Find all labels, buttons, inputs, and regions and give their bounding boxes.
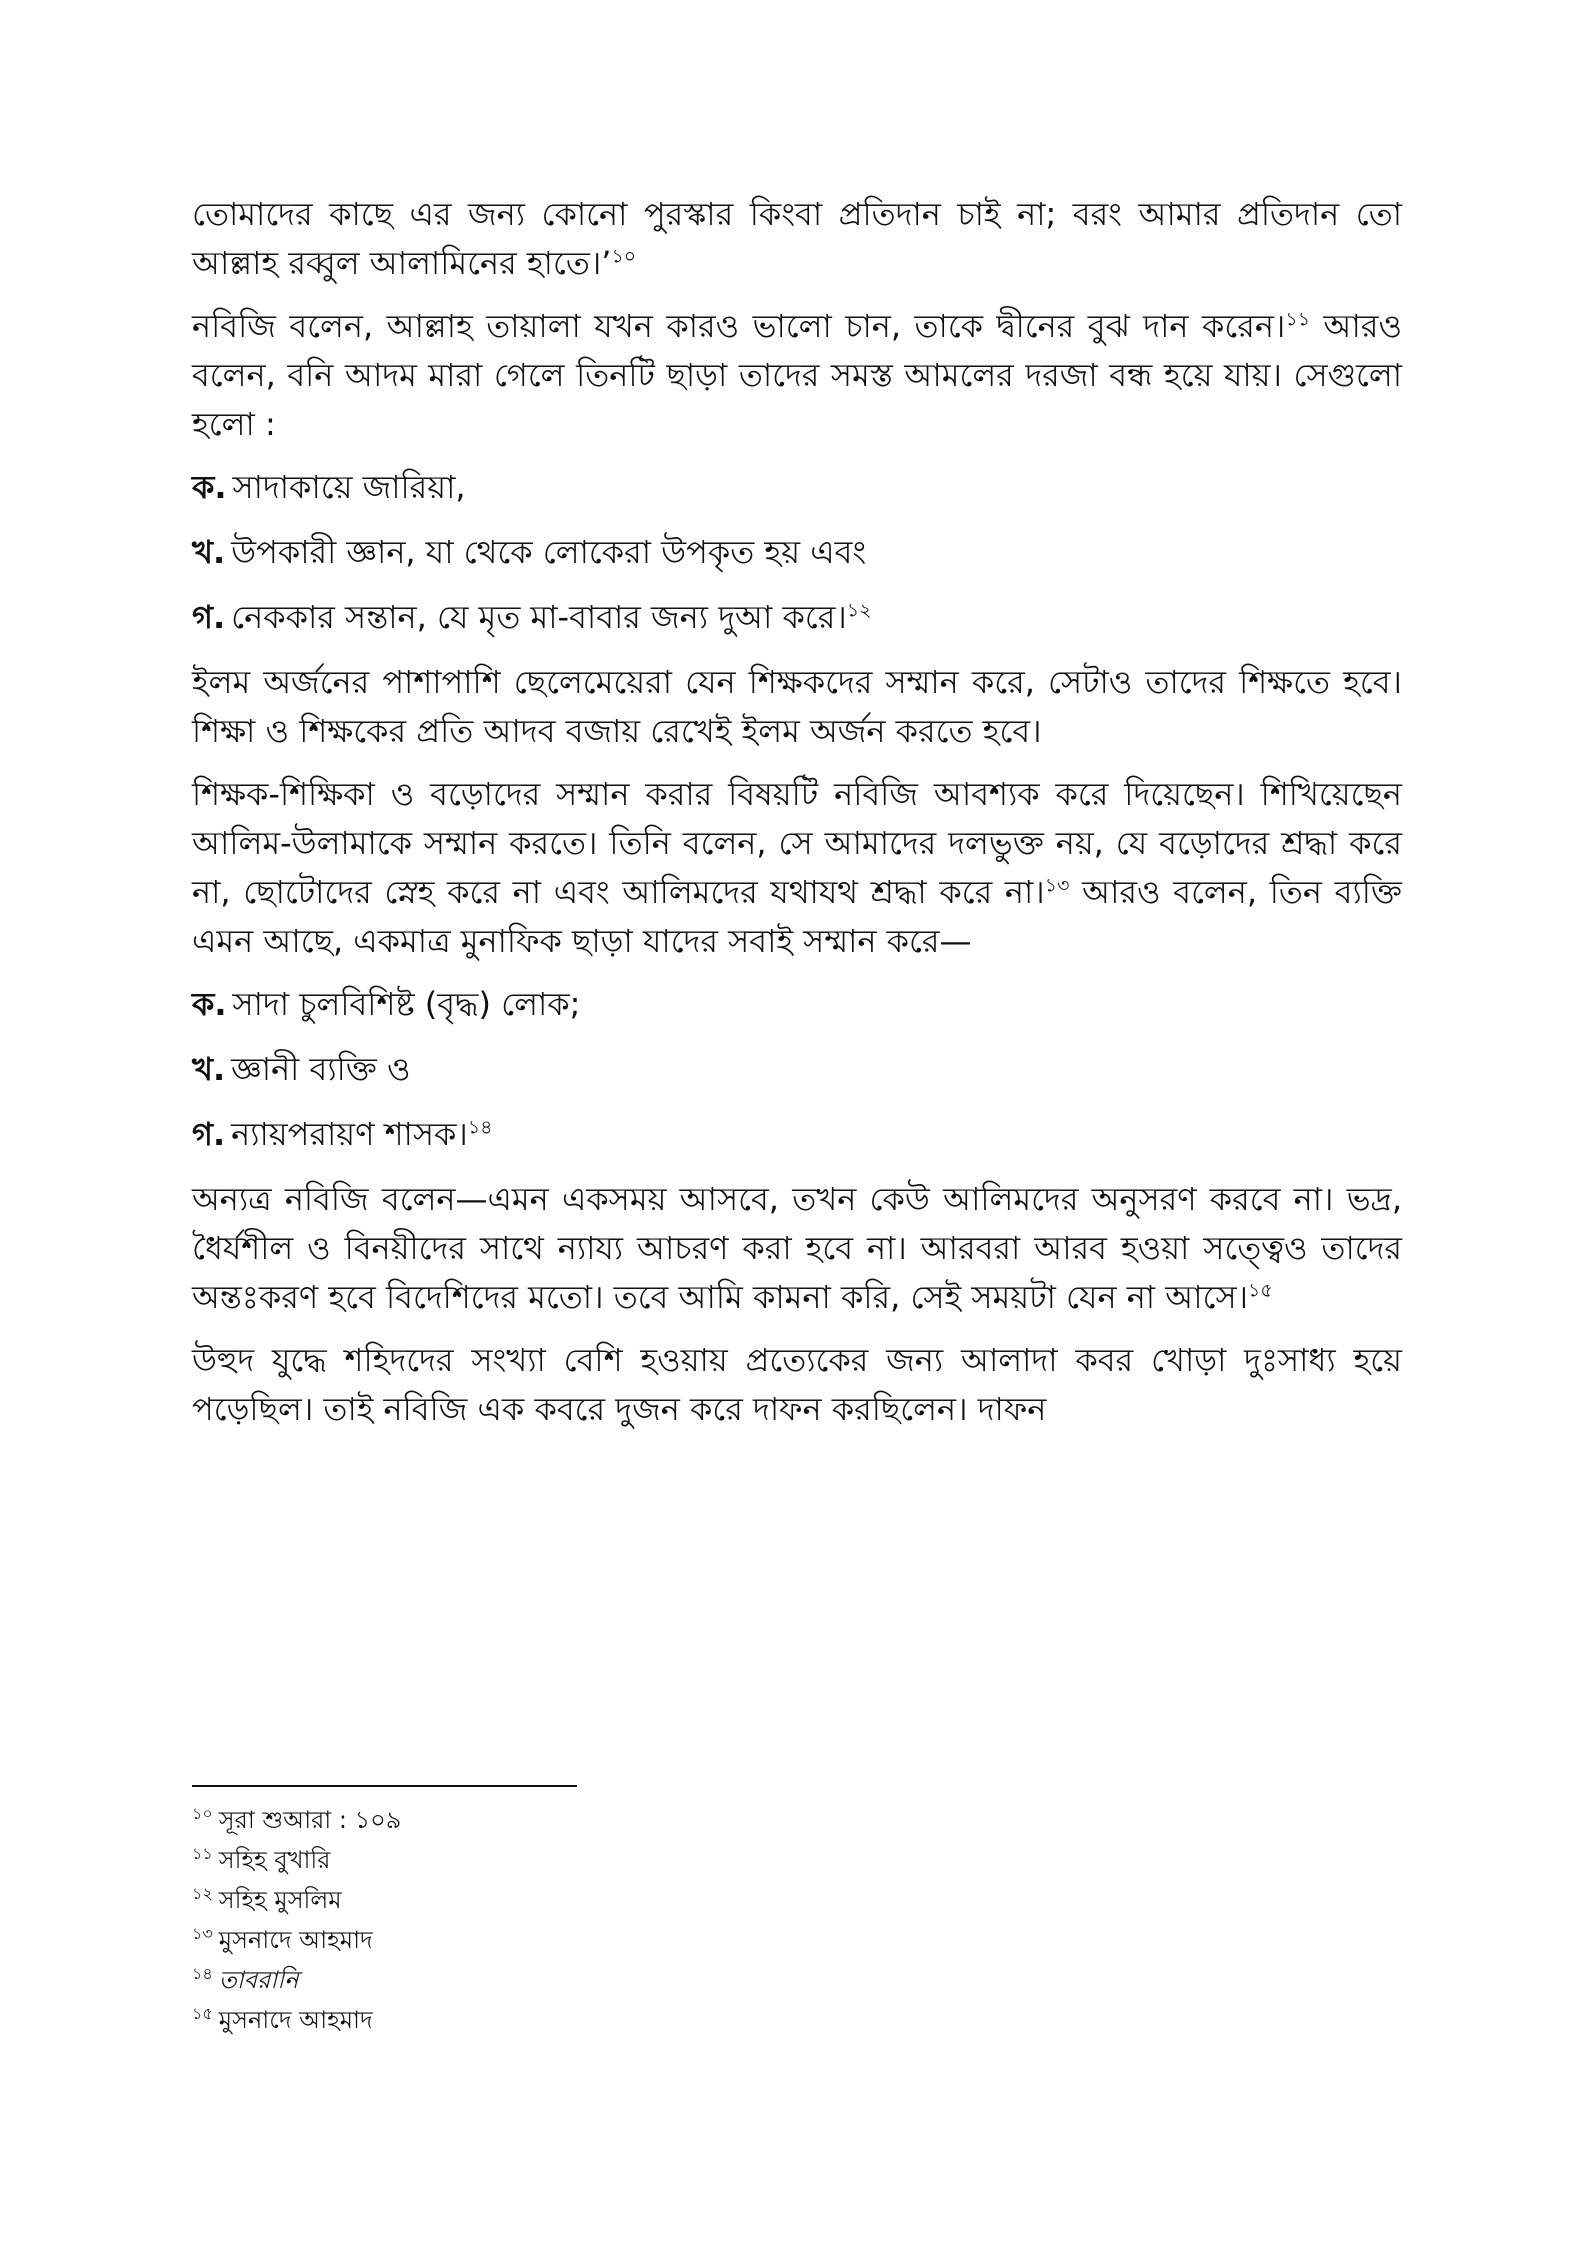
footnote bbox=[192, 1800, 1292, 1840]
list-item-text: উপকারী জ্ঞান, যা থেকে লোকেরা উপকৃত হয় এবং bbox=[231, 533, 867, 571]
footnote-text: সহিহ মুসলিম bbox=[218, 1886, 342, 1914]
footnote-number: ১৫ bbox=[192, 2004, 213, 2023]
paragraph-text: আরও বলেন, বনি আদম মারা গেলে তিনটি ছাড়া তাদের সমস্ত আমলের দরজা বন্ধ হয়ে যায়। সেগুলো হলো : bbox=[192, 307, 1402, 443]
paragraph-text: আরও বলেন, তিন ব্যক্তি এমন আছে, একমাত্র মুনাফিক ছাড়া যাদের সবাই সম্মান করে— bbox=[192, 873, 1403, 960]
list-item-text: ন্যায়পরায়ণ শাসক। bbox=[231, 1115, 468, 1153]
list-marker: গ. bbox=[192, 1115, 226, 1153]
list-item-text: সাদা চুলবিশিষ্ট (বৃদ্ধ) লোক; bbox=[232, 985, 581, 1023]
footnote-number: ১১ bbox=[192, 1844, 213, 1863]
paragraph-text: তোমাদের কাছে এর জন্য কোনো পুরস্কার কিংবা প্রতিদান চাই না; বরং আমার প্রতিদান তো আল্লাহ রব্বুল আলামিনের হাতে।’ bbox=[192, 195, 1402, 282]
list-marker: ক. bbox=[192, 468, 227, 506]
footnote bbox=[192, 2000, 1292, 2040]
footnote bbox=[192, 1920, 1292, 1960]
list-item-text: সাদাকায়ে জারিয়া, bbox=[232, 468, 466, 506]
paragraph-text: ইলম অর্জনের পাশাপাশি ছেলেমেয়েরা যেন শিক্ষকদের সম্মান করে, সেটাও তাদের শিক্ষতে হবে। শিক্ষা ও শিক্ষকের প্রতি আদব বজায় রেখেই ইলম অর্জন করতে হবে। bbox=[192, 663, 1402, 750]
footnote-number: ১৪ bbox=[192, 1964, 213, 1983]
footnote bbox=[192, 1840, 1292, 1880]
list-2 bbox=[192, 980, 1402, 1159]
footnote-ref[interactable]: ১৩ bbox=[1044, 874, 1070, 897]
paragraph-4 bbox=[192, 770, 1402, 966]
footnote-number: ১৩ bbox=[192, 1924, 213, 1943]
list-item bbox=[192, 463, 1402, 512]
list-item bbox=[192, 1110, 1402, 1159]
footnote-text: মুসনাদে আহমাদ bbox=[218, 2006, 373, 2034]
list-item bbox=[192, 980, 1402, 1029]
footnote-ref[interactable]: ১৫ bbox=[1248, 1279, 1273, 1302]
list-item-text: জ্ঞানী ব্যক্তি ও bbox=[231, 1050, 411, 1088]
footnotes bbox=[192, 1800, 1292, 2040]
list-marker: খ. bbox=[192, 533, 226, 571]
footnote-divider bbox=[192, 1785, 577, 1787]
paragraph-text: অন্যত্র নবিজি বলেন—এমন একসময় আসবে, তখন কেউ আলিমদের অনুসরণ করবে না। ভদ্র, ধৈর্যশীল ও বিনয়ীদের সাথে ন্যায্য আচরণ করা হবে না। আরবরা আরব হওয়া সত্ত্বেও তাদের অন্তঃকরণ হবে বিদেশিদের মতো। তবে আমি কামনা করি, সেই সময়টা যেন না আসে। bbox=[192, 1180, 1402, 1316]
footnote bbox=[192, 1880, 1292, 1920]
footnote-text: সূরা শুআরা : ১০৯ bbox=[218, 1806, 402, 1834]
list-item bbox=[192, 593, 1402, 642]
paragraph-text: নবিজি বলেন, আল্লাহ তায়ালা যখন কারও ভালো চান, তাকে দ্বীনের বুঝ দান করেন। bbox=[192, 307, 1286, 345]
page-body bbox=[192, 190, 1402, 1448]
paragraph-2 bbox=[192, 302, 1402, 449]
paragraph-5 bbox=[192, 1175, 1402, 1322]
paragraph-3 bbox=[192, 658, 1402, 756]
footnote-number: ১২ bbox=[192, 1884, 213, 1903]
footnote-number: ১০ bbox=[192, 1804, 213, 1823]
paragraph-text: শিক্ষক-শিক্ষিকা ও বড়োদের সম্মান করার বিষয়টি নবিজি আবশ্যক করে দিয়েছেন। শিখিয়েছেন আলিম-উলামাকে সম্মান করতে। তিনি বলেন, সে আমাদের দলভুক্ত নয়, যে বড়োদের শ্রদ্ধা করে না, ছোটোদের স্নেহ করে না এবং আলিমদের যথাযথ শ্রদ্ধা করে না। bbox=[192, 775, 1402, 911]
paragraph-text: উহুদ যুদ্ধে শহিদদের সংখ্যা বেশি হওয়ায় প্রত্যেকের জন্য আলাদা কবর খোড়া দুঃসাধ্য হয়ে পড়েছিল। তাই নবিজি এক কবরে দুজন করে দাফন করছিলেন। দাফন bbox=[192, 1341, 1402, 1428]
paragraph-1 bbox=[192, 190, 1402, 288]
list-marker: খ. bbox=[192, 1050, 226, 1088]
footnote-ref[interactable]: ১৪ bbox=[467, 1116, 493, 1139]
footnote-text: মুসনাদে আহমাদ bbox=[218, 1926, 373, 1954]
footnote-ref[interactable]: ১১ bbox=[1285, 308, 1311, 331]
paragraph-6 bbox=[192, 1336, 1402, 1434]
footnote-text: তাবরানি bbox=[218, 1966, 299, 1994]
footnote-ref[interactable]: ১০ bbox=[611, 245, 637, 268]
list-marker: গ. bbox=[192, 598, 226, 636]
list-item-text: নেককার সন্তান, যে মৃত মা-বাবার জন্য দুআ করে। bbox=[231, 598, 847, 636]
list-1 bbox=[192, 463, 1402, 642]
list-item bbox=[192, 528, 1402, 577]
footnote-ref[interactable]: ১২ bbox=[846, 599, 872, 622]
footnote-text: সহিহ বুখারি bbox=[218, 1846, 331, 1874]
footnote bbox=[192, 1960, 1292, 2000]
list-marker: ক. bbox=[192, 985, 227, 1023]
list-item bbox=[192, 1045, 1402, 1094]
